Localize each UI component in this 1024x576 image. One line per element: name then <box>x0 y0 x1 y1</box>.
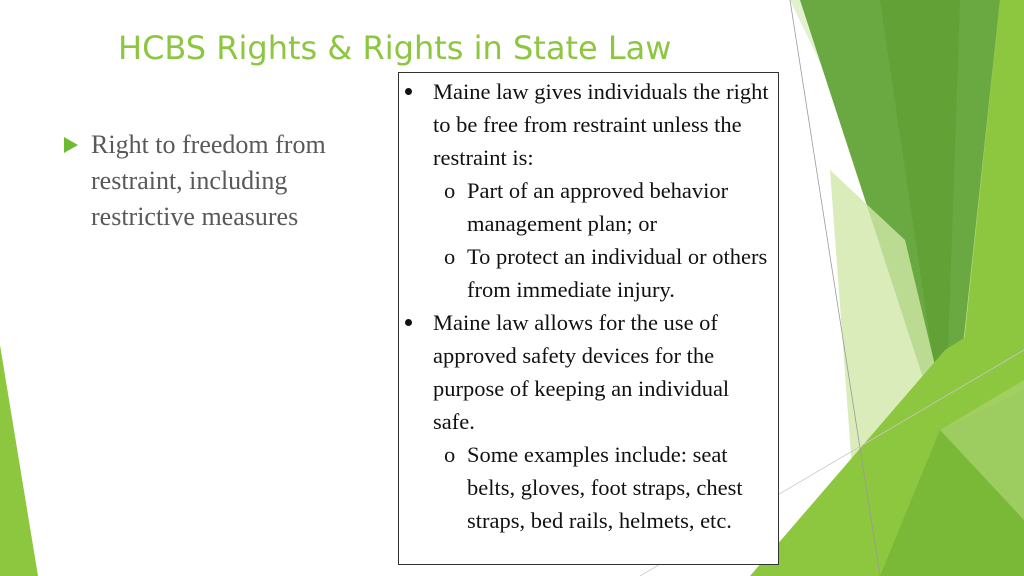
maine-law-text-box <box>398 72 779 565</box>
box-bullet-text-2: Maine law allows for the use of approved safety devices for the purpose of keeping an individual safe. <box>433 310 730 434</box>
sub-bullet-text-1a: Part of an approved behavior management plan; or <box>467 178 729 236</box>
sub-bullet-item-1a <box>444 174 774 240</box>
round-bullet-icon <box>405 88 412 95</box>
slide-title: HCBS Rights & Rights in State Law <box>118 29 672 67</box>
sub-bullet-marker: o <box>444 244 456 269</box>
sub-bullet-item-2a <box>444 438 774 537</box>
sub-bullet-marker: o <box>444 178 456 203</box>
box-bullet-text-1: Maine law gives individuals the right to be free from restraint unless the restraint is: <box>433 79 769 170</box>
box-bullet-item-2 <box>433 306 774 438</box>
round-bullet-icon <box>405 319 412 326</box>
sub-bullet-item-1b <box>444 240 774 306</box>
sub-bullet-text-1b: To protect an individual or others from immediate injury. <box>467 244 768 302</box>
sub-bullet-marker: o <box>444 442 456 467</box>
box-bullet-item-1 <box>433 75 774 174</box>
left-bullet-item <box>64 127 364 235</box>
left-bullet-text: Right to freedom from restraint, including restrictive measures <box>91 130 326 231</box>
triangle-bullet-icon <box>64 137 78 153</box>
left-edge-facet <box>0 345 38 576</box>
sub-bullet-text-2a: Some examples include: seat belts, gloves, foot straps, chest straps, bed rails, helmets, etc. <box>467 442 743 533</box>
